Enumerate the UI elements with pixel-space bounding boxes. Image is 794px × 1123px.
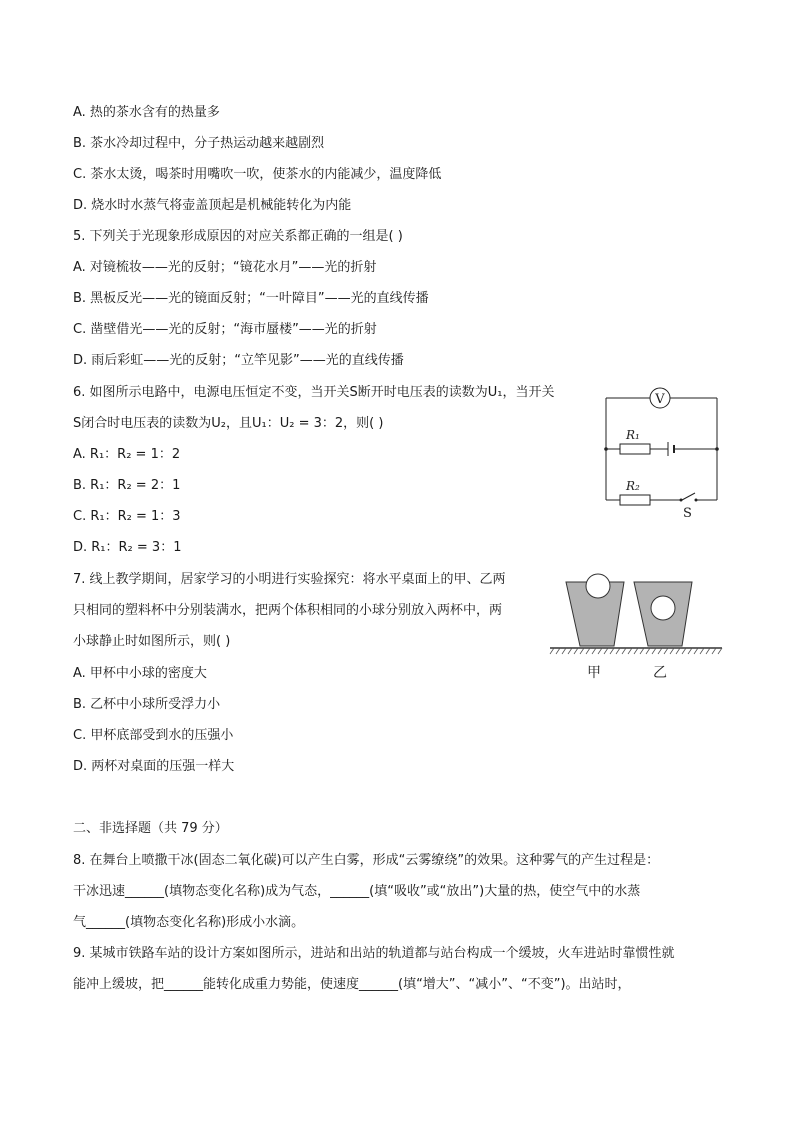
q5-option-c: C. 凿壁借光——光的反射；“海市蜃楼”——光的折射 [73,322,377,337]
ball-jia [586,574,610,598]
q7-option-d: D. 两杯对桌面的压强一样大 [73,759,235,774]
q5-stem: 5. 下列关于光现象形成原因的对应关系都正确的一组是( ) [73,229,403,244]
junction-left [604,447,608,451]
q8-line-3: 气______(填物态变化名称)形成小水滴。 [73,915,305,930]
table-hatching [550,648,722,654]
q6-option-b: B. R₁：R₂ = 2：1 [73,478,181,493]
q9-line-2: 能冲上缓坡，把______能转化成重力势能，使速度______(填“增大”、“减小”、“不变”)。出站时， [73,977,631,992]
switch-pivot [680,499,683,502]
q7-option-c: C. 甲杯底部受到水的压强小 [73,728,234,743]
q8-line-1: 8. 在舞台上喷撒干冰(固态二氧化碳)可以产生白雾，形成“云雾缭绕”的效果。这种雾气的产生过程是： [73,853,660,868]
q7-stem-line-3: 小球静止时如图所示，则( ) [73,634,231,649]
junction-right [715,447,719,451]
q5-option-a: A. 对镜梳妆——光的反射；“镜花水月”——光的折射 [73,260,377,275]
r1-label: R₁ [626,428,640,442]
voltmeter-label: V [655,392,665,407]
q6-option-d: D. R₁：R₂ = 3：1 [73,540,182,555]
q4-option-a: A. 热的茶水含有的热量多 [73,105,220,120]
q9-line-1: 9. 某城市铁路车站的设计方案如图所示，进站和出站的轨道都与站台构成一个缓坡，火车进站时靠惯性就 [73,946,675,961]
switch-lever [682,493,695,500]
resistor-r1 [620,444,650,454]
resistor-r2 [620,495,650,505]
ball-yi [651,596,675,620]
q7-stem-line-1: 7. 线上教学期间，居家学习的小明进行实验探究：将水平桌面上的甲、乙两 [73,572,506,587]
q5-option-b: B. 黑板反光——光的镜面反射；“一叶障目”——光的直线传播 [73,291,429,306]
switch-contact [695,499,698,502]
q6-option-c: C. R₁：R₂ = 1：3 [73,509,181,524]
q4-option-d: D. 烧水时水蒸气将壶盖顶起是机械能转化为内能 [73,198,352,213]
cup-yi-label: 乙 [653,665,667,681]
q4-option-b: B. 茶水冷却过程中，分子热运动越来越剧烈 [73,136,325,151]
q4-option-c: C. 茶水太烫，喝茶时用嘴吹一吹，使茶水的内能减少，温度降低 [73,167,442,182]
cups-svg [548,570,724,686]
q7-option-a: A. 甲杯中小球的密度大 [73,666,207,681]
q6-option-a: A. R₁：R₂ = 1：2 [73,447,181,462]
circuit-svg [596,384,726,524]
q6-stem-line-1: 6. 如图所示电路中，电源电压恒定不变，当开关S断开时电压表的读数为U₁，当开关 [73,385,555,400]
q7-stem-line-2: 只相同的塑料杯中分别装满水，把两个体积相同的小球分别放入两杯中，两 [73,603,503,618]
q6-stem-line-2: S闭合时电压表的读数为U₂，且U₁：U₂ = 3：2，则( ) [73,416,384,431]
q5-option-d: D. 雨后彩虹——光的反射；“立竿见影”——光的直线传播 [73,353,404,368]
cups-diagram [548,570,724,686]
switch-label: S [683,506,692,521]
cup-jia-label: 甲 [587,665,601,681]
q8-line-2: 干冰迅速______(填物态变化名称)成为气态，______(填“吸收”或“放出”)大量的热，使空气中的水蒸 [73,884,641,899]
q7-option-b: B. 乙杯中小球所受浮力小 [73,697,221,712]
r2-label: R₂ [626,479,640,493]
section-heading: 二、非选择题（共 79 分） [73,821,228,836]
circuit-diagram [596,384,726,524]
